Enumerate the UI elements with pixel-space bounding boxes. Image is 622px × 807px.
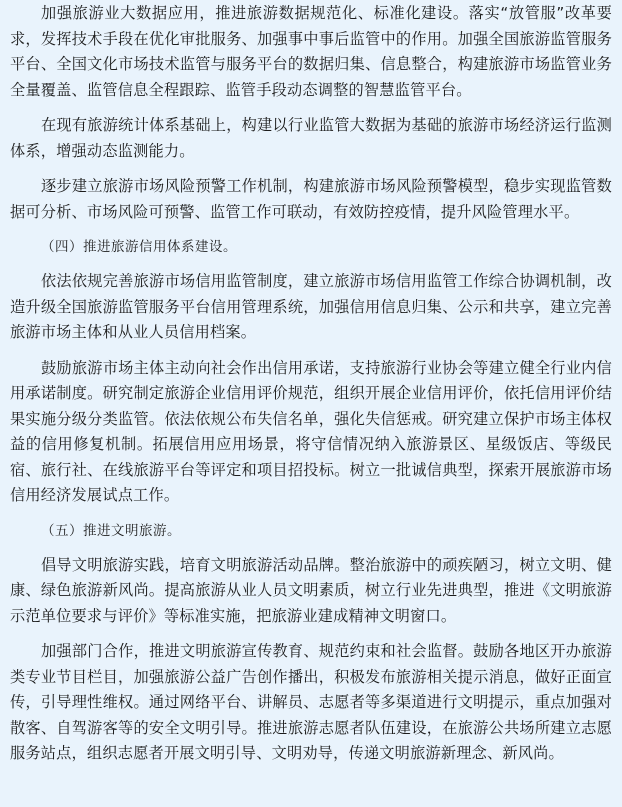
paragraph-civilized-practice: 倡导文明旅游实践，培育文明旅游活动品牌。整治旅游中的顽疾陋习，树立文明、健康、绿色旅游新风尚。提高旅游从业人员文明素质，树立行业先进典型，推进《文明旅游示范单位要求与评价》等标准实施，把旅游业建成精神文明窗口。 bbox=[10, 555, 612, 625]
paragraph-department-cooperation: 加强部门合作，推进文明旅游宣传教育、规范约束和社会监督。鼓励各地区开办旅游类专业节目栏目，加强旅游公益广告创作播出，积极发布旅游相关提示消息，做好正面宣传，引导理性维权。通过网络平台、讲解员、志愿者等多渠道进行文明提示，重点加强对散客、自驾游客等的安全文明引导。推进旅游志愿者队伍建设，在旅游公共场所建立志愿服务站点，组织志愿者开展文明引导、文明劝导，传递文明旅游新理念、新风尚。 bbox=[10, 642, 612, 762]
paragraph-credit-supervision: 依法依规完善旅游市场信用监管制度，建立旅游市场信用监管工作综合协调机制，改造升级全国旅游监管服务平台信用管理系统，加强信用信息归集、公示和共享，建立完善旅游市场主体和从业人员信用档案。 bbox=[10, 272, 612, 341]
section-heading-civilized-tourism: （五）推进文明旅游。 bbox=[41, 522, 181, 539]
section-heading-credit-system: （四）推进旅游信用体系建设。 bbox=[41, 239, 237, 255]
paragraph-smart-supervision: 加强旅游业大数据应用，推进旅游数据规范化、标准化建设。落实“放管服”改革要求，发挥技术手段在优化审批服务、加强事中事后监管中的作用。加强全国旅游监管服务平台、全国文化市场技术监管与服务平台的数据归集、信息整合，构建旅游市场监管业务全量覆盖、监管信息全程跟踪、监管手段动态调整的智慧监管平台。 bbox=[10, 4, 612, 99]
paragraph-monitoring-system: 在现有旅游统计体系基础上，构建以行业监管大数据为基础的旅游市场经济运行监测体系，增强动态监测能力。 bbox=[10, 116, 612, 160]
paragraph-risk-warning: 逐步建立旅游市场风险预警工作机制，构建旅游市场风险预警模型，稳步实现监管数据可分析、市场风险可预警、监管工作可联动，有效防控疫情，提升风险管理水平。 bbox=[10, 177, 612, 221]
paragraph-credit-commitment: 鼓励旅游市场主体主动向社会作出信用承诺，支持旅游行业协会等建立健全行业内信用承诺制度。研究制定旅游企业信用评价规范，组织开展企业信用评价，依托信用评价结果实施分级分类监管。依法依规公布失信名单，强化失信惩戒。研究建立保护市场主体权益的信用修复机制。拓展信用应用场景，将守信情况纳入旅游景区、星级饭店、等级民宿、旅行社、在线旅游平台等评定和项目招投标。树立一批诚信典型，探索开展旅游市场信用经济发展试点工作。 bbox=[10, 358, 612, 504]
